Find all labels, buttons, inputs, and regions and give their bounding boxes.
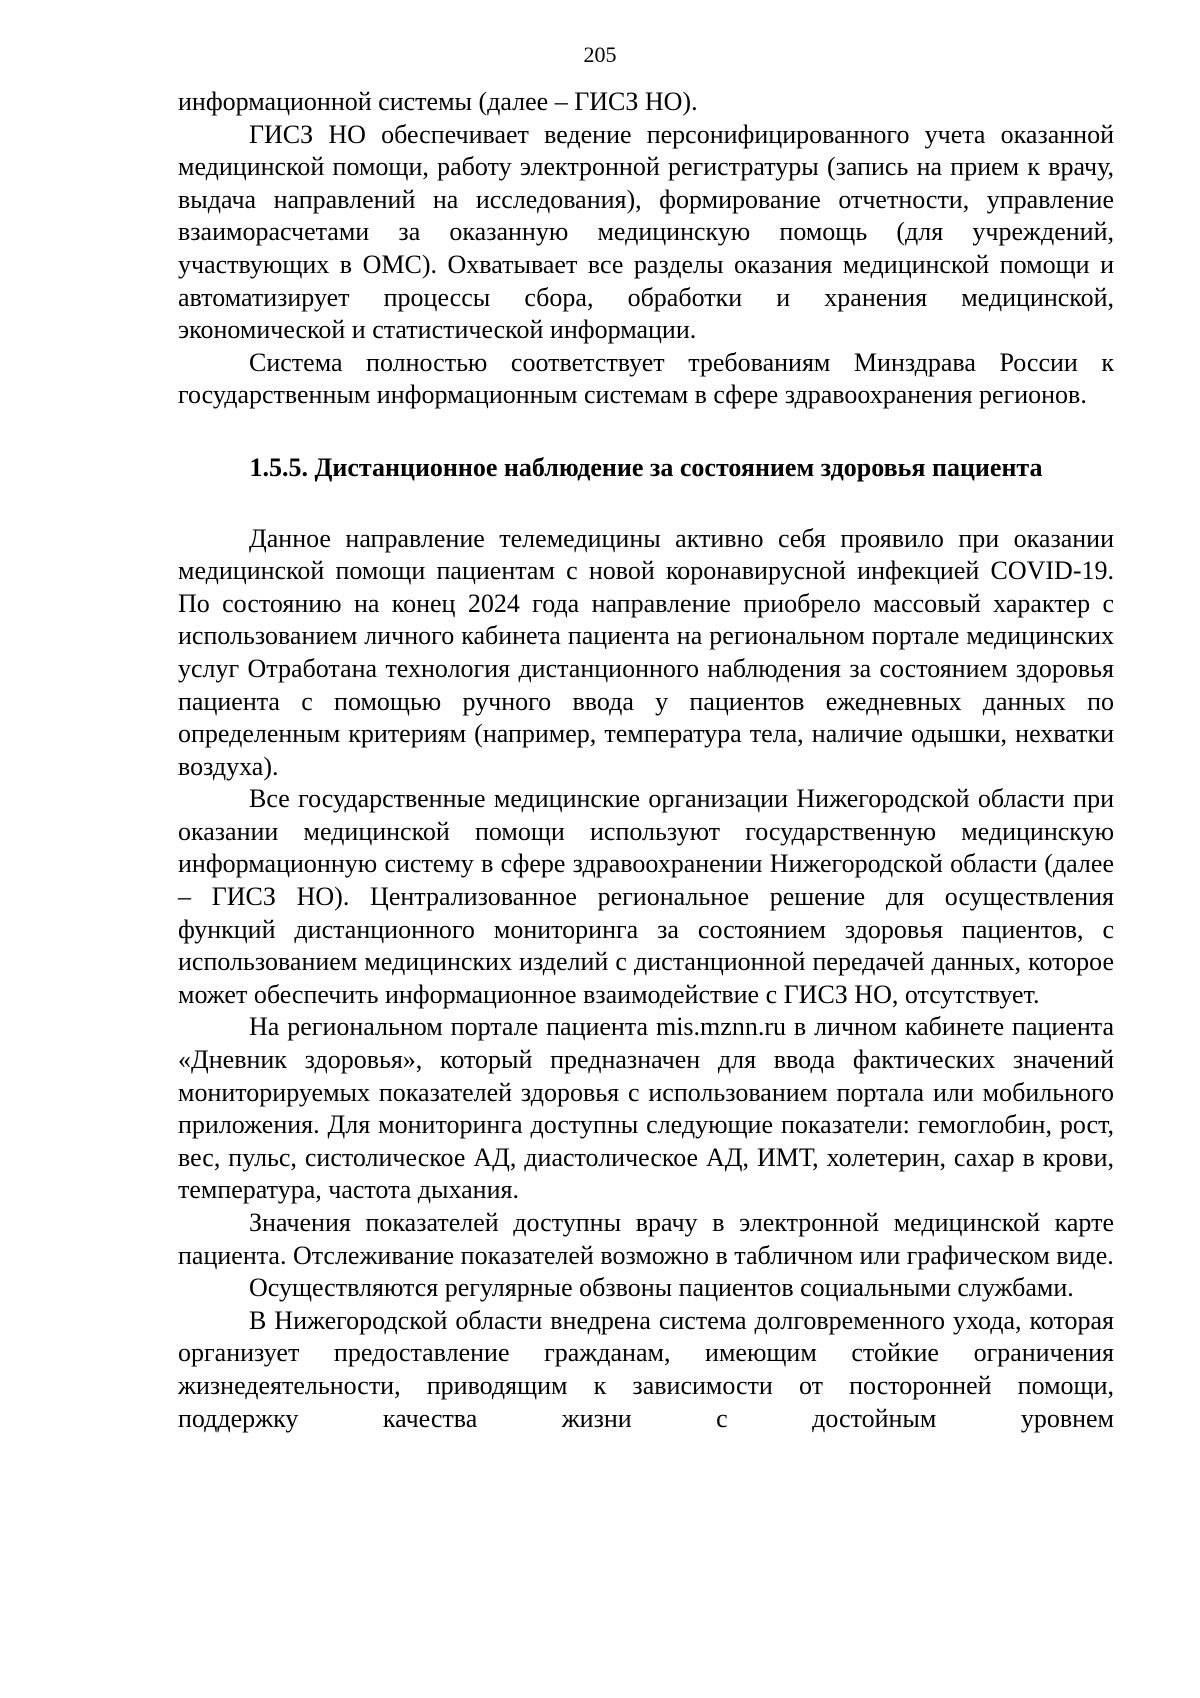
- document-body: [178, 86, 1114, 1435]
- paragraph-social-calls: Осуществляются регулярные обзвоны пациентов социальными службами.: [249, 1273, 1074, 1303]
- page-number: 205: [583, 42, 617, 67]
- paragraph-system-compliance: Система полностью соответствует требованиям Минздрава России к государственным информационным системам в сфере здравоохранения регионов.: [178, 347, 1114, 410]
- paragraph-indicator-access: Значения показателей доступны врачу в электронной медицинской карте пациента. Отслеживание показателей возможно в табличном или графическом виде.: [178, 1208, 1114, 1270]
- paragraph-long-term-care: В Нижегородской области внедрена система долговременного ухода, которая организует предоставление гражданам, имеющим стойкие ограничения жизнедеятельности, приводящим к зависимости от посторонней помощи, поддержку качества жизни с достойным уровнем: [178, 1305, 1114, 1433]
- section-heading: 1.5.5. Дистанционное наблюдение за состоянием здоровья пациента: [249, 452, 1043, 482]
- paragraph-gisz-description: ГИСЗ НО обеспечивает ведение персонифицированного учета оказанной медицинской помощи, работу электронной регистратуры (запись на прием к врачу, выдача направлений на исследования), формирование отчетности, управление взаиморасчетами за оказанную медицинскую помощь (для учреждений, участвующих в ОМС). Охватывает все разделы оказания медицинской помощи и автоматизирует процессы сбора, обработки и хранения медицинской, экономической и статистической информации.: [178, 119, 1114, 345]
- paragraph-patient-portal: На региональном портале пациента mis.mznn.ru в личном кабинете пациента «Дневник здоровья», который предназначен для ввода фактических значений мониторируемых показателей здоровья с использованием портала или мобильного приложения. Для мониторинга доступны следующие показатели: гемоглобин, рост, вес, пульс, систолическое АД, диастолическое АД, ИМТ, холетерин, сахар в крови, температура, частота дыхания.: [178, 1012, 1114, 1205]
- paragraph-state-organizations: Все государственные медицинские организации Нижегородской области при оказании медицинской помощи используют государственную медицинскую информационную систему в сфере здравоохранении Нижегородской области (далее – ГИСЗ НО). Централизованное региональное решение для осуществления функций дистанционного мониторинга за состоянием здоровья пациентов, с использованием медицинских изделий с дистанционной передачей данных, которое может обеспечить информационное взаимодействие с ГИСЗ НО, отсутствует.: [178, 784, 1114, 1009]
- paragraph-continuation: информационной системы (далее – ГИСЗ НО).: [178, 87, 698, 116]
- paragraph-telemedicine: Данное направление телемедицины активно себя проявило при оказании медицинской помощи пациентам с новой коронавирусной инфекцией COVID-19. По состоянию на конец 2024 года направление приобрело массовый характер с использованием личного кабинета пациента на региональном портале медицинских услуг Отработана технология дистанционного наблюдения за состоянием здоровья пациента с помощью ручного ввода у пациентов ежедневных данных по определенным критериям (например, температура тела, наличие одышки, нехватки воздуха).: [178, 523, 1114, 781]
